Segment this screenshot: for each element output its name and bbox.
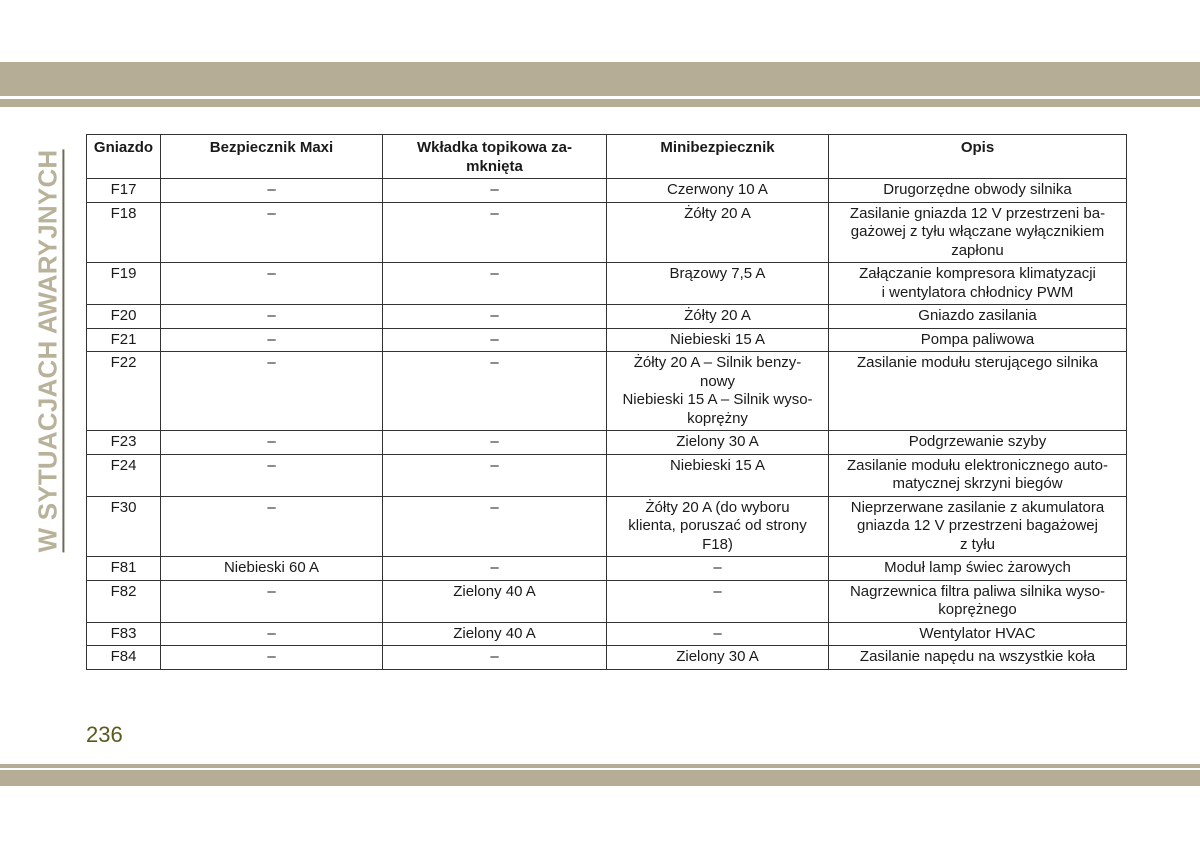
table-cell: –	[161, 646, 383, 670]
table-cell: Niebieski 15 A	[607, 454, 829, 496]
table-cell: Załączanie kompresora klimatyzacji i wentylatora chłodnicy PWM	[829, 263, 1127, 305]
table-body	[87, 179, 1127, 670]
table-cell: –	[607, 557, 829, 581]
table-cell: –	[383, 179, 607, 203]
table-row	[87, 454, 1127, 496]
table-cell: Czerwony 10 A	[607, 179, 829, 203]
table-row	[87, 622, 1127, 646]
table-cell: Moduł lamp świec żarowych	[829, 557, 1127, 581]
table-cell: –	[383, 263, 607, 305]
table-cell: F22	[87, 352, 161, 431]
table-row	[87, 202, 1127, 263]
footer-band	[0, 770, 1200, 786]
table-row	[87, 352, 1127, 431]
table-cell: –	[161, 496, 383, 557]
table-cell: F18	[87, 202, 161, 263]
table-row	[87, 305, 1127, 329]
table-cell: –	[161, 431, 383, 455]
table-cell: –	[161, 454, 383, 496]
table-row	[87, 646, 1127, 670]
table-row	[87, 328, 1127, 352]
table-row	[87, 179, 1127, 203]
table-cell: Zielony 30 A	[607, 646, 829, 670]
table-cell: F19	[87, 263, 161, 305]
header-rule	[0, 99, 1200, 107]
table-cell: –	[383, 352, 607, 431]
table-cell: Żółty 20 A	[607, 202, 829, 263]
table-cell: Żółty 20 A	[607, 305, 829, 329]
table-cell: Zasilanie modułu elektronicznego auto- matycznej skrzyni biegów	[829, 454, 1127, 496]
section-title: W SYTUACJACH AWARYJNYCH	[32, 149, 63, 553]
table-cell: Wentylator HVAC	[829, 622, 1127, 646]
table-cell: –	[607, 580, 829, 622]
table-cell: F21	[87, 328, 161, 352]
table-cell: F30	[87, 496, 161, 557]
table-row	[87, 580, 1127, 622]
column-header: Opis	[829, 135, 1127, 179]
table-row	[87, 557, 1127, 581]
table-cell: –	[607, 622, 829, 646]
table-cell: Nieprzerwane zasilanie z akumulatora gniazda 12 V przestrzeni bagażowej z tyłu	[829, 496, 1127, 557]
column-header: Gniazdo	[87, 135, 161, 179]
table-cell: F82	[87, 580, 161, 622]
table-cell: F24	[87, 454, 161, 496]
table-cell: Podgrzewanie szyby	[829, 431, 1127, 455]
page-number: 236	[86, 722, 123, 747]
table-cell: F23	[87, 431, 161, 455]
header-band	[0, 62, 1200, 96]
table-cell: Zasilanie gniazda 12 V przestrzeni ba- gażowej z tyłu włączane wyłącznikiem zapłonu	[829, 202, 1127, 263]
table-cell: –	[161, 580, 383, 622]
table-cell: Zielony 40 A	[383, 580, 607, 622]
column-header: Bezpiecznik Maxi	[161, 135, 383, 179]
table-cell: –	[383, 557, 607, 581]
table-cell: –	[161, 263, 383, 305]
table-cell: –	[383, 431, 607, 455]
table-cell: –	[383, 328, 607, 352]
table-cell: Brązowy 7,5 A	[607, 263, 829, 305]
table-cell: Zasilanie modułu sterującego silnika	[829, 352, 1127, 431]
table-cell: –	[161, 202, 383, 263]
table-cell: Zasilanie napędu na wszystkie koła	[829, 646, 1127, 670]
table-cell: –	[383, 646, 607, 670]
table-cell: –	[161, 328, 383, 352]
table-cell: –	[383, 202, 607, 263]
table-cell: Zielony 30 A	[607, 431, 829, 455]
table-cell: Żółty 20 A – Silnik benzy- nowy Niebieski 15 A – Silnik wyso- koprężny	[607, 352, 829, 431]
table-cell: –	[383, 305, 607, 329]
table-cell: Niebieski 60 A	[161, 557, 383, 581]
table-cell: F81	[87, 557, 161, 581]
table-cell: F84	[87, 646, 161, 670]
table-cell: F20	[87, 305, 161, 329]
table-row	[87, 263, 1127, 305]
table-cell: –	[161, 352, 383, 431]
table-cell: Pompa paliwowa	[829, 328, 1127, 352]
header-row	[87, 135, 1127, 179]
table-cell: –	[383, 454, 607, 496]
table-cell: –	[161, 179, 383, 203]
section-title-container	[30, 133, 66, 569]
table-cell: Zielony 40 A	[383, 622, 607, 646]
table-cell: Niebieski 15 A	[607, 328, 829, 352]
table-cell: Żółty 20 A (do wyboru klienta, poruszać od strony F18)	[607, 496, 829, 557]
table-cell: –	[161, 305, 383, 329]
table-cell: F83	[87, 622, 161, 646]
table-cell: Drugorzędne obwody silnika	[829, 179, 1127, 203]
table-cell: Nagrzewnica filtra paliwa silnika wyso- koprężnego	[829, 580, 1127, 622]
table-cell: F17	[87, 179, 161, 203]
table-cell: Gniazdo zasilania	[829, 305, 1127, 329]
table-row	[87, 496, 1127, 557]
column-header: Wkładka topikowa za- mknięta	[383, 135, 607, 179]
fuse-table	[86, 134, 1127, 670]
table-row	[87, 431, 1127, 455]
footer-rule	[0, 764, 1200, 768]
table-cell: –	[383, 496, 607, 557]
table-header	[87, 135, 1127, 179]
table-cell: –	[161, 622, 383, 646]
column-header: Minibezpiecznik	[607, 135, 829, 179]
